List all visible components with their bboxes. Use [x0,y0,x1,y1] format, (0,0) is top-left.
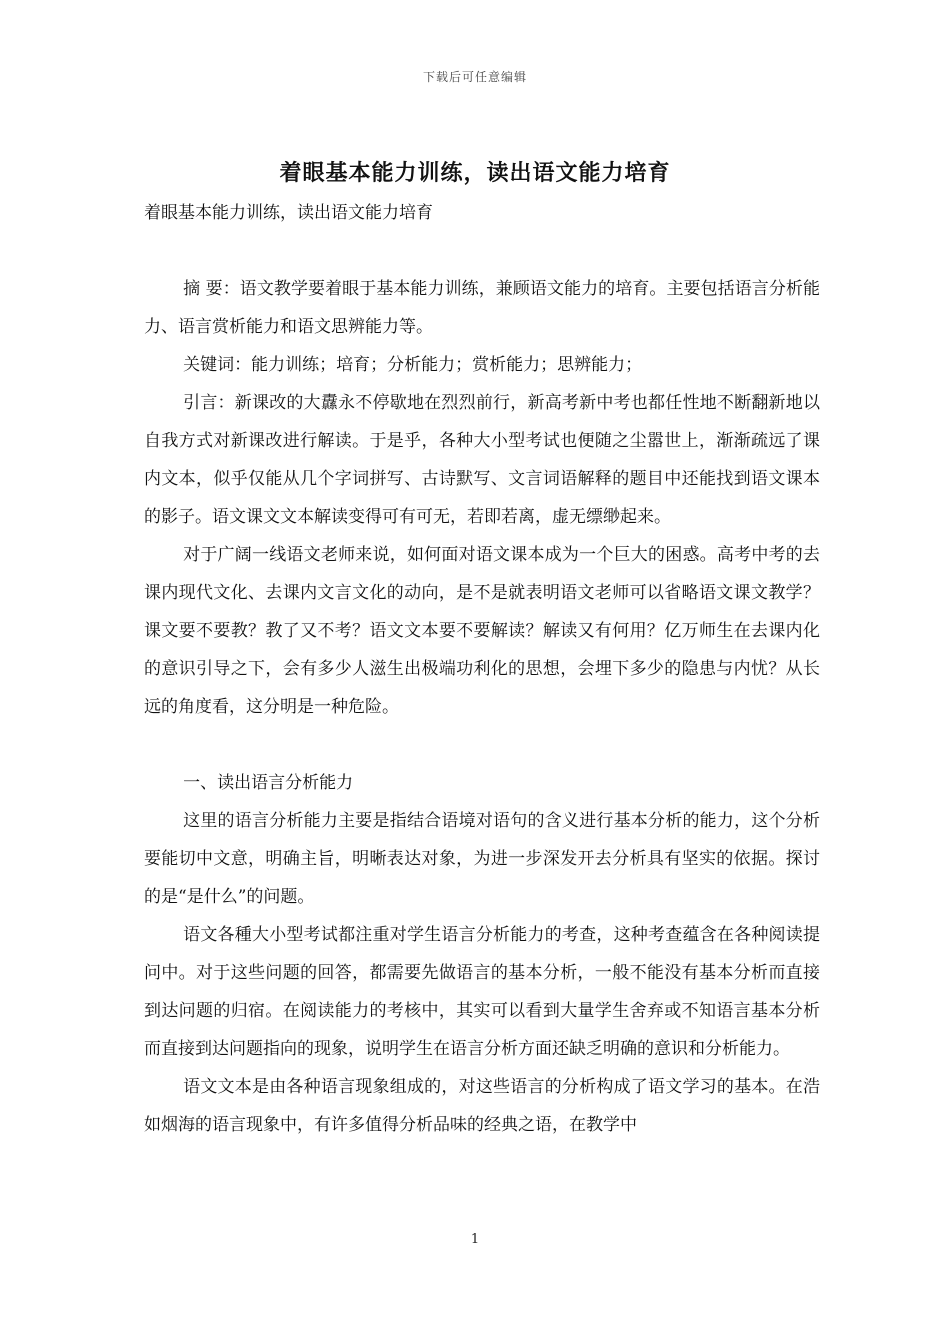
body-paragraph-1: 对于广阔一线语文老师来说，如何面对语文课本成为一个巨大的困惑。高考中考的去课内现代文化、去课内文言文化的动向，是不是就表明语文老师可以省略语文课文教学？课文要不要教？教了又不考？语文文本要不要解读？解读又有何用？亿万师生在去课内化的意识引导之下，会有多少人滋生出极端功利化的思想，会埋下多少的隐患与内忧？从长远的角度看，这分明是一种危险。 [144,545,820,717]
section-heading: 一、读出语言分析能力 [183,773,354,793]
body-paragraph-4: 语文文本是由各种语言现象组成的，对这些语言的分析构成了语文学习的基本。在浩如烟海的语言现象中，有许多值得分析品味的经典之语，在教学中 [144,1077,820,1135]
body-paragraph-2: 这里的语言分析能力主要是指结合语境对语句的含义进行基本分析的能力，这个分析要能切中文意，明确主旨，明晰表达对象，为进一步深发开去分析具有坚实的依据。探讨的是“是什么”的问题。 [144,811,820,907]
keywords-paragraph: 关键词：能力训练；培育；分析能力；赏析能力；思辨能力； [183,355,643,375]
body-paragraph-3: 语文各種大小型考试都注重对学生语言分析能力的考查，这种考查蕴含在各种阅读提问中。对于这些问题的回答，都需要先做语言的基本分析，一般不能没有基本分析而直接到达问题的归宿。在阅读能力的考核中，其实可以看到大量学生舍弃或不知语言基本分析而直接到达问题指向的现象，说明学生在语言分析方面还缺乏明确的意识和分析能力。 [144,925,820,1059]
document-subtitle: 着眼基本能力训练，读出语文能力培育 [144,203,433,223]
document-body [144,194,820,1144]
document-title: 着眼基本能力训练，读出语文能力培育 [279,160,671,186]
page-number: 1 [470,1232,480,1247]
spacer [144,726,820,764]
abstract-paragraph: 摘 要：语文教学要着眼于基本能力训练，兼顾语文能力的培育。主要包括语言分析能力、语言赏析能力和语文思辨能力等。 [144,279,820,337]
intro-paragraph: 引言：新课改的大纛永不停歇地在烈烈前行，新高考新中考也都任性地不断翻新地以自我方式对新课改进行解读。于是乎，各种大小型考试也便随之尘嚣世上，渐渐疏远了课内文本，似乎仅能从几个字词拼写、古诗默写、文言词语解释的题目中还能找到语文课本的影子。语文课文文本解读变得可有可无，若即若离，虚无缥缈起来。 [144,393,820,527]
header-note: 下载后可任意编辑 [422,70,527,84]
spacer [144,232,820,270]
